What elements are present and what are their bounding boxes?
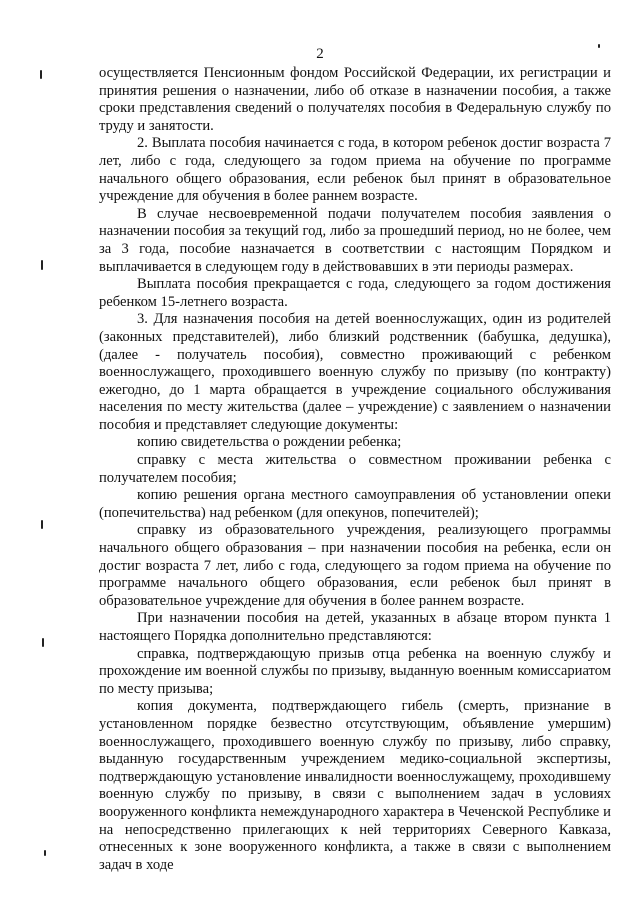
scan-speck — [40, 70, 42, 79]
scan-speck — [41, 260, 43, 270]
paragraph-intro-continuation: осуществляется Пенсионным фондом Российской Федерации, их регистрации и принятия решения о назначении, либо об отказе в назначении пособия, а также сроки представления сведений о получателях пособия в Федеральную службу по труду и занятости. — [99, 65, 611, 134]
paragraph-payment-termination: Выплата пособия прекращается с года, следующего за годом достижения ребенком 15-летнего возраста. — [99, 276, 611, 310]
paragraph-doc-birth-certificate: копию свидетельства о рождении ребенка; — [137, 434, 402, 451]
page-number: 2 — [316, 46, 324, 62]
paragraph-additional-docs: При назначении пособия на детей, указанных в абзаце втором пункта 1 настоящего Порядка дополнительно представляются: — [99, 610, 611, 644]
paragraph-doc-death-disability: копия документа, подтверждающего гибель (смерть, признание в установленном порядке безвестно отсутствующим, объявление умершим) военнослужащего, проходившего военную службу по призыву, либо справку, выданную государственным учреждением медико-социальной экспертизы, подтверждающую установление инвалидности военнослужащему, проходившему военную службу по призыву, в связи с выполнением задач в условиях вооруженного конфликта немеждународного характера в Чеченской Республике и на непосредственно прилегающих к ней территориях Северного Кавказа, отнесенных к зоне вооруженного конфликта, а также в связи с выполнением задач в ходе — [99, 698, 611, 873]
scan-speck — [598, 44, 600, 48]
scan-speck — [41, 520, 43, 529]
scan-speck — [44, 850, 46, 856]
paragraph-doc-residence-certificate: справку с места жительства о совместном проживании ребенка с получателем пособия; — [99, 452, 611, 486]
paragraph-doc-school-certificate: справку из образовательного учреждения, реализующего программы начального общего образования – при назначении пособия на ребенка, если он достиг возраста 7 лет, либо с года, следующего за годом приема на обучение по программе начального общего образования, если ребенок был принят в образовательное учреждение для обучения в более раннем возрасте. — [99, 522, 611, 609]
paragraph-item-3: 3. Для назначения пособия на детей военнослужащих, один из родителей (законных представителей), либо близкий родственник (бабушка, дедушка), (далее - получатель пособия), совместно проживающий с ребенком военнослужащего, проходившего военную службу по призыву (по контракту) ежегодно, до 1 марта обращается в учреждение социального обслуживания населения по месту жительства (далее – учреждение) с заявлением о назначении пособия и представляет следующие документы: — [99, 311, 611, 433]
document-body — [99, 65, 611, 874]
scan-speck — [42, 638, 44, 647]
paragraph-item-2: 2. Выплата пособия начинается с года, в котором ребенок достиг возраста 7 лет, либо с года, следующего за годом приема на обучение по программе начального общего образования, если ребенок был принят в образовательное учреждение для обучения в более раннем возрасте. — [99, 135, 611, 205]
paragraph-doc-guardianship: копию решения органа местного самоуправления об установлении опеки (попечительства) над ребенком (для опекунов, попечителей); — [99, 487, 611, 521]
paragraph-late-application: В случае несвоевременной подачи получателем пособия заявления о назначении пособия за текущий год, либо за прошедший период, но не более, чем за 3 года, пособие назначается в соответствии с настоящим Порядком и выплачивается в следующем году в действовавших в эти периоды размерах. — [99, 205, 611, 275]
paragraph-doc-conscription: справка, подтверждающую призыв отца ребенка на военную службу и прохождение им военной службы по призыву, выданную военным комиссариатом по месту призыва; — [99, 645, 611, 697]
